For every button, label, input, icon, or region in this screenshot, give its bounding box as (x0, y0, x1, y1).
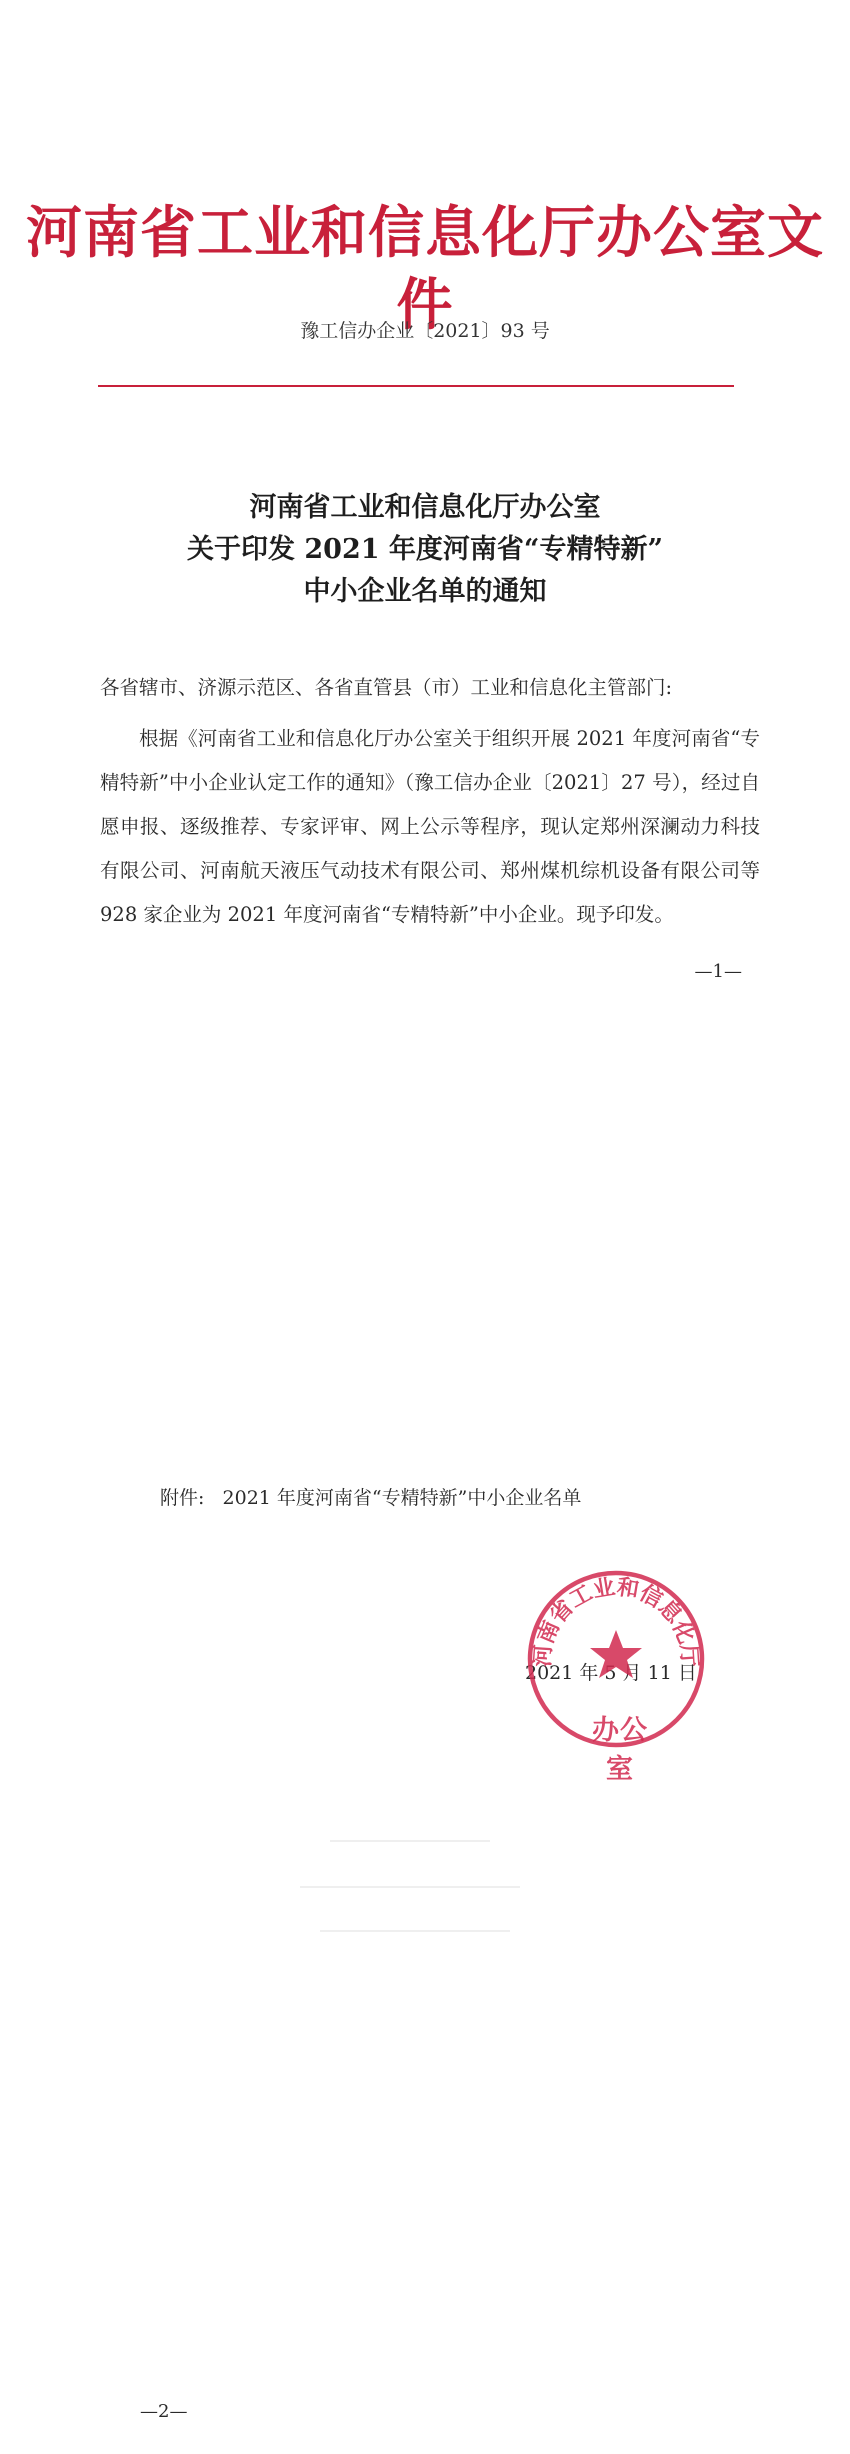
body-paragraph: 根据《河南省工业和信息化厅办公室关于组织开展 2021 年度河南省“专精特新”中小企业认定工作的通知》（豫工信办企业〔2021〕27 号），经过自愿申报、逐级推荐、专家评审、网上公示等程序，现认定郑州深澜动力科技有限公司、河南航天液压气动技术有限公司、郑州煤机综机设备有限公司等 928 家企业为 2021 年度河南省“专精特新”中小企业。现予印发。 (100, 727, 760, 926)
scan-artifact (300, 1886, 520, 1888)
document-title-line-3: 中小企业名单的通知 (303, 576, 547, 607)
document-title-line-2: 关于印发 2021 年度河南省“专精特新” (186, 534, 663, 565)
issue-date: 2021 年 5 月 11 日 (525, 1662, 697, 1684)
page-number-2: —2— (140, 2401, 188, 2422)
scan-artifact (330, 1840, 490, 1842)
seal-org-text: 办公室 (592, 1715, 648, 1785)
document-number: 豫工信办企业〔2021〕93 号 (300, 320, 550, 342)
document-masthead: 河南省工业和信息化厅办公室文件 (26, 201, 824, 338)
attachment-note: 附件: 2021 年度河南省“专精特新”中小企业名单 (160, 1487, 582, 1509)
masthead-divider (98, 385, 734, 387)
page-number-1: —1— (694, 961, 742, 982)
document-title-line-1: 河南省工业和信息化厅办公室 (249, 492, 601, 523)
seal-star-icon (590, 1630, 642, 1678)
scan-artifact (320, 1930, 510, 1932)
seal-text: 河南省工业和信息化厅 (530, 1574, 702, 1668)
addressee: 各省辖市、济源示范区、各省直管县（市）工业和信息化主管部门: (100, 676, 673, 699)
